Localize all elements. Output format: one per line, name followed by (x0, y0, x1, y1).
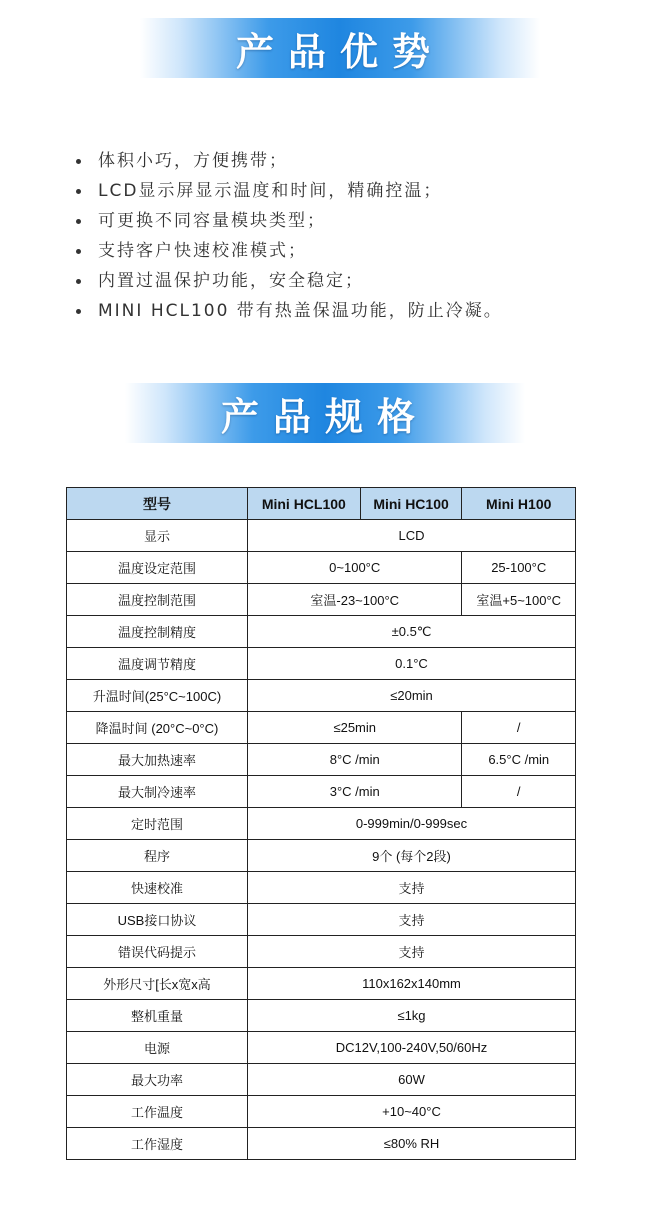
spec-table (66, 487, 576, 1160)
table-row (67, 680, 576, 712)
row-value: +10~40°C (248, 1096, 576, 1128)
advantage-item: LCD显示屏显示温度和时间，精确控温； (76, 176, 503, 206)
row-value: 支持 (248, 936, 576, 968)
row-value: ≤25min (248, 712, 462, 744)
row-value: 支持 (248, 872, 576, 904)
header-h100: Mini H100 (462, 488, 576, 520)
table-row (67, 872, 576, 904)
advantage-item: MINI HCL100 带有热盖保温功能，防止冷凝。 (76, 296, 503, 326)
spec-header-row (67, 488, 576, 520)
advantages-title: 产品优势 (235, 29, 444, 74)
advantages-list (76, 146, 503, 326)
table-row (67, 1000, 576, 1032)
row-value: 110x162x140mm (248, 968, 576, 1000)
table-row (67, 968, 576, 1000)
header-hc100: Mini HC100 (360, 488, 462, 520)
row-label: 升温时间(25°C~100C) (67, 680, 248, 712)
row-label: 工作湿度 (67, 1128, 248, 1160)
row-label: 外形尺寸[长x宽x高 (67, 968, 248, 1000)
row-value: ≤1kg (248, 1000, 576, 1032)
row-value: ≤20min (248, 680, 576, 712)
advantage-item: 内置过温保护功能，安全稳定； (76, 266, 503, 296)
row-label: 温度调节精度 (67, 648, 248, 680)
row-label: 程序 (67, 840, 248, 872)
row-label: 温度控制范围 (67, 584, 248, 616)
row-value: ≤80% RH (248, 1128, 576, 1160)
table-row (67, 584, 576, 616)
table-row (67, 936, 576, 968)
row-value: 室温-23~100°C (248, 584, 462, 616)
row-value: 3°C /min (248, 776, 462, 808)
row-value: / (462, 712, 576, 744)
table-row (67, 520, 576, 552)
row-label: 最大制冷速率 (67, 776, 248, 808)
row-label: 最大加热速率 (67, 744, 248, 776)
row-value: 9个 (每个2段) (248, 840, 576, 872)
table-row (67, 648, 576, 680)
row-label: 最大功率 (67, 1064, 248, 1096)
row-value: 0-999min/0-999sec (248, 808, 576, 840)
row-value: 0~100°C (248, 552, 462, 584)
row-value: 支持 (248, 904, 576, 936)
advantage-item: 体积小巧，方便携带； (76, 146, 503, 176)
table-row (67, 1096, 576, 1128)
table-row (67, 1032, 576, 1064)
row-label: 快速校准 (67, 872, 248, 904)
row-value: 8°C /min (248, 744, 462, 776)
header-hcl100: Mini HCL100 (248, 488, 361, 520)
row-value: DC12V,100-240V,50/60Hz (248, 1032, 576, 1064)
spec-table-body (67, 520, 576, 1160)
row-value: 60W (248, 1064, 576, 1096)
row-label: 降温时间 (20°C~0°C) (67, 712, 248, 744)
advantage-item: 支持客户快速校准模式； (76, 236, 503, 266)
specs-title: 产品规格 (220, 394, 429, 439)
table-row (67, 744, 576, 776)
row-label: 定时范围 (67, 808, 248, 840)
row-value: 0.1°C (248, 648, 576, 680)
table-row (67, 776, 576, 808)
table-row (67, 904, 576, 936)
advantage-item: 可更换不同容量模块类型； (76, 206, 503, 236)
specs-banner (125, 383, 525, 443)
row-value: ±0.5℃ (248, 616, 576, 648)
row-label: 错误代码提示 (67, 936, 248, 968)
row-label: 整机重量 (67, 1000, 248, 1032)
header-model: 型号 (67, 488, 248, 520)
table-row (67, 616, 576, 648)
row-label: 显示 (67, 520, 248, 552)
row-label: 温度设定范围 (67, 552, 248, 584)
table-row (67, 552, 576, 584)
table-row (67, 1128, 576, 1160)
row-label: 温度控制精度 (67, 616, 248, 648)
table-row (67, 840, 576, 872)
row-label: 工作温度 (67, 1096, 248, 1128)
row-value: 室温+5~100°C (462, 584, 576, 616)
row-label: 电源 (67, 1032, 248, 1064)
table-row (67, 808, 576, 840)
advantages-banner (140, 18, 540, 78)
row-value: LCD (248, 520, 576, 552)
row-label: USB接口协议 (67, 904, 248, 936)
row-value: 25-100°C (462, 552, 576, 584)
row-value: / (462, 776, 576, 808)
table-row (67, 1064, 576, 1096)
table-row (67, 712, 576, 744)
row-value: 6.5°C /min (462, 744, 576, 776)
